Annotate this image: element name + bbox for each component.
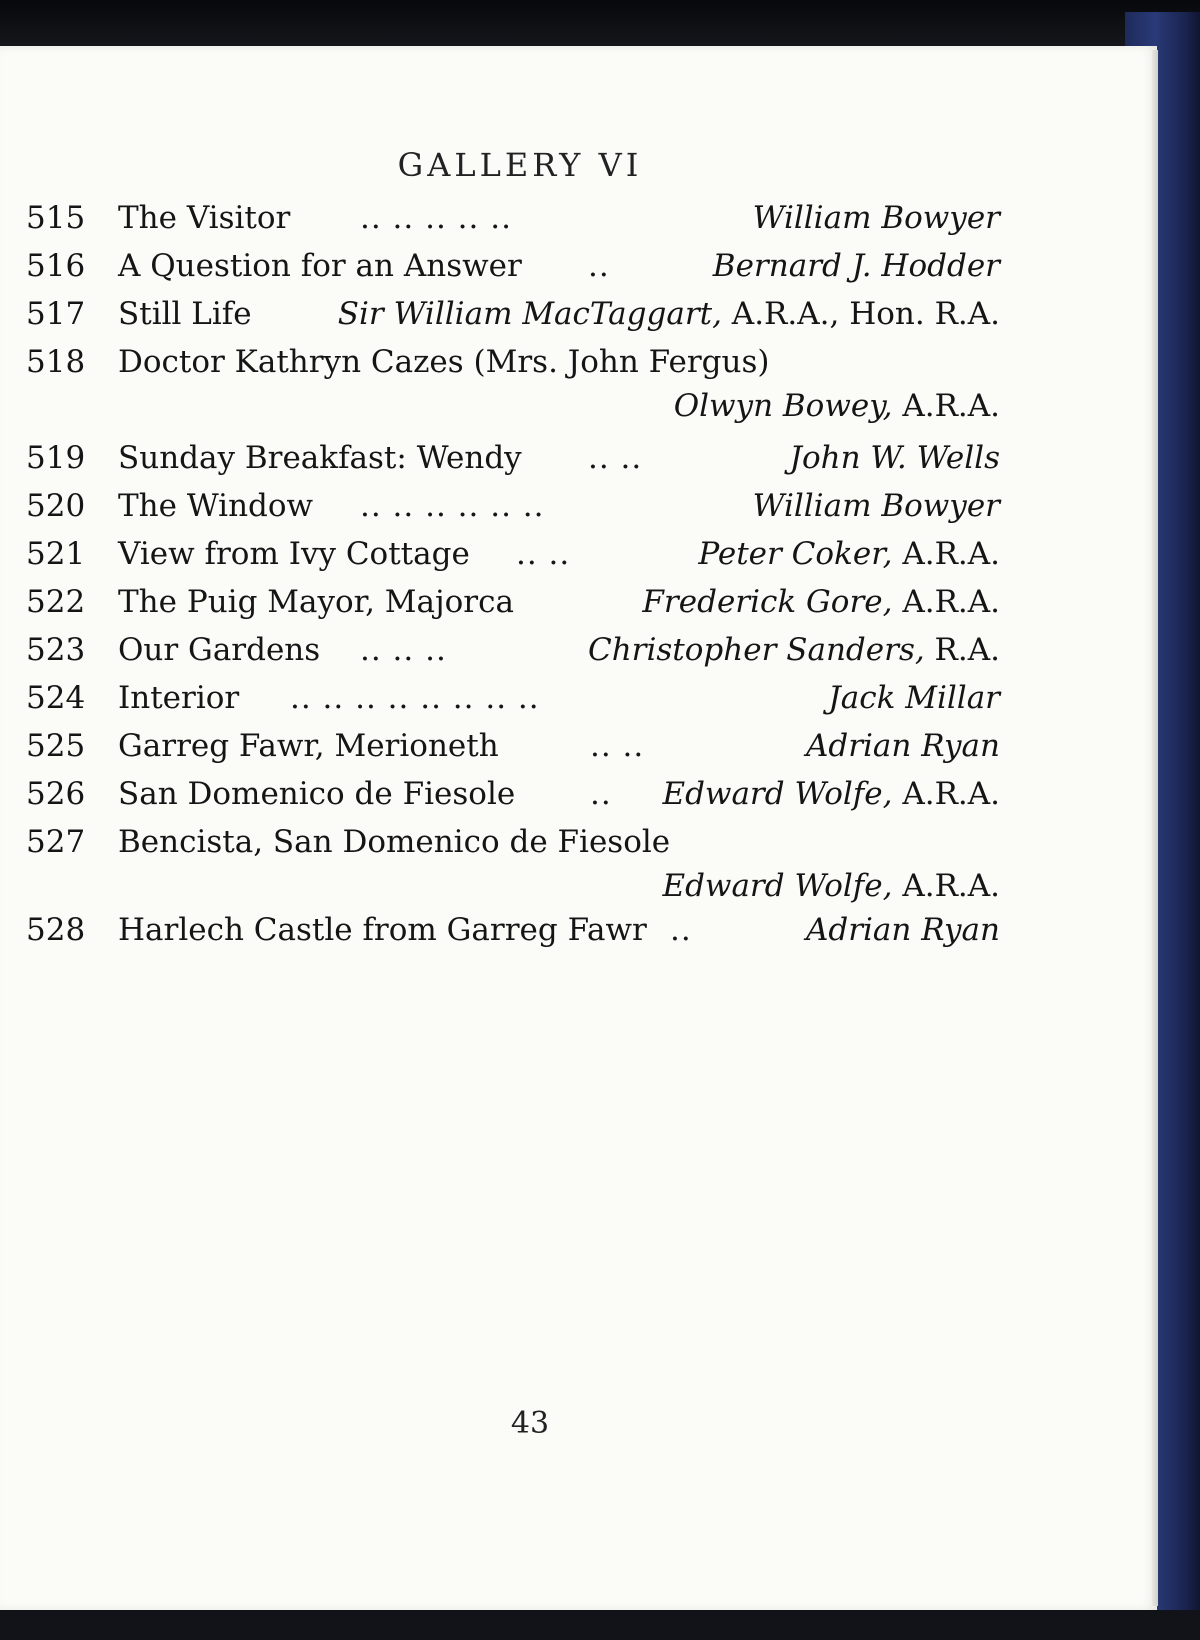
- artist-name: Adrian Ryan: [805, 728, 1000, 764]
- artist-name: Olwyn Bowey,: [673, 388, 893, 424]
- artist-name: Edward Wolfe,: [662, 776, 893, 812]
- catalogue-entry: [0, 484, 1010, 528]
- page-edge: [1152, 50, 1158, 1606]
- catalogue-entry: [0, 908, 1010, 952]
- entry-artist: [806, 724, 1000, 768]
- entry-artist: [790, 436, 1000, 480]
- entry-artist: [713, 244, 1000, 288]
- artist-name: Christopher Sanders,: [587, 632, 925, 668]
- gallery-heading: GALLERY VI: [397, 146, 643, 184]
- leader-dots: .. ..: [516, 536, 571, 572]
- catalogue-entry: [0, 436, 1010, 480]
- catalogue-entry: [0, 724, 1010, 768]
- entry-artist: [753, 196, 1000, 240]
- entry-title: Garreg Fawr, Merioneth: [118, 728, 499, 764]
- page-number: 43: [510, 1406, 550, 1441]
- artist-name: William Bowyer: [752, 488, 1000, 524]
- entry-artist: [674, 384, 1000, 428]
- entry-title: The Window: [118, 488, 314, 524]
- entry-title: Interior: [118, 680, 240, 716]
- catalogue-entry: [0, 676, 1010, 720]
- leader-dots: ..: [590, 776, 612, 812]
- entry-number: 519: [26, 440, 86, 476]
- entry-number: 526: [26, 776, 86, 812]
- artist-suffix: A.R.A.: [892, 388, 1000, 424]
- entry-artist: [642, 580, 1000, 624]
- artist-name: William Bowyer: [752, 200, 1000, 236]
- catalogue-entry: [0, 196, 1010, 240]
- leader-dots: .. .. .. .. ..: [360, 200, 512, 236]
- artist-name: Sir William MacTaggart,: [337, 296, 722, 332]
- entry-number: 528: [26, 912, 86, 948]
- artist-name: Adrian Ryan: [805, 912, 1000, 948]
- entry-title: A Question for an Answer: [118, 248, 522, 284]
- entry-artist: [588, 628, 1000, 672]
- catalogue-entry: [0, 580, 1010, 624]
- artist-name: Jack Millar: [828, 680, 1000, 716]
- leader-dots: ..: [670, 912, 692, 948]
- entry-number: 518: [26, 344, 86, 380]
- entry-title: Still Life: [118, 296, 252, 332]
- leader-dots: .. ..: [588, 440, 643, 476]
- entry-title: San Domenico de Fiesole: [118, 776, 516, 812]
- artist-name: John W. Wells: [789, 440, 1000, 476]
- top-background-strip: [0, 0, 1200, 48]
- catalogue-entry: [0, 532, 1010, 576]
- entry-title: Harlech Castle from Garreg Fawr: [118, 912, 647, 948]
- entry-number: 520: [26, 488, 86, 524]
- artist-suffix: A.R.A.: [892, 536, 1000, 572]
- leader-dots: .. ..: [590, 728, 645, 764]
- entry-title: Doctor Kathryn Cazes (Mrs. John Fergus): [118, 344, 770, 380]
- entry-artist: [662, 772, 1000, 816]
- leader-dots: .. .. .. .. .. ..: [360, 488, 545, 524]
- artist-name: Frederick Gore,: [642, 584, 893, 620]
- entry-number: 525: [26, 728, 86, 764]
- entry-title: The Puig Mayor, Majorca: [118, 584, 514, 620]
- entry-title: The Visitor: [118, 200, 291, 236]
- artist-suffix: A.R.A., Hon. R.A.: [721, 296, 1000, 332]
- entry-artist: [806, 908, 1000, 952]
- entry-number: 521: [26, 536, 86, 572]
- catalogue-entry: [0, 772, 1010, 816]
- entry-title: Sunday Breakfast: Wendy: [118, 440, 522, 476]
- entry-artist: [662, 864, 1000, 908]
- leader-dots: .. .. ..: [360, 632, 447, 668]
- artist-suffix: R.A.: [924, 632, 1000, 668]
- entry-title: View from Ivy Cottage: [118, 536, 470, 572]
- bottom-background-strip: [0, 1610, 1200, 1640]
- catalogue-entry: [0, 340, 1010, 428]
- artist-name: Peter Coker,: [698, 536, 893, 572]
- entry-number: 524: [26, 680, 86, 716]
- entry-artist: [753, 484, 1000, 528]
- entry-title: Our Gardens: [118, 632, 321, 668]
- entry-artist: [698, 532, 1000, 576]
- entry-number: 517: [26, 296, 86, 332]
- entry-number: 523: [26, 632, 86, 668]
- catalogue-entry: [0, 820, 1010, 908]
- leader-dots: ..: [588, 248, 610, 284]
- catalogue-entry: [0, 292, 1010, 336]
- artist-suffix: A.R.A.: [892, 584, 1000, 620]
- artist-name: Bernard J. Hodder: [712, 248, 1000, 284]
- entry-number: 515: [26, 200, 86, 236]
- entry-title: Bencista, San Domenico de Fiesole: [118, 824, 671, 860]
- entry-artist: [828, 676, 1000, 720]
- entry-number: 527: [26, 824, 86, 860]
- artist-suffix: A.R.A.: [892, 868, 1000, 904]
- catalogue-entry: [0, 628, 1010, 672]
- artist-suffix: A.R.A.: [892, 776, 1000, 812]
- catalogue-entry: [0, 244, 1010, 288]
- entry-number: 516: [26, 248, 86, 284]
- artist-name: Edward Wolfe,: [662, 868, 893, 904]
- entry-number: 522: [26, 584, 86, 620]
- entry-artist: [338, 292, 1000, 336]
- leader-dots: .. .. .. .. .. .. .. ..: [290, 680, 540, 716]
